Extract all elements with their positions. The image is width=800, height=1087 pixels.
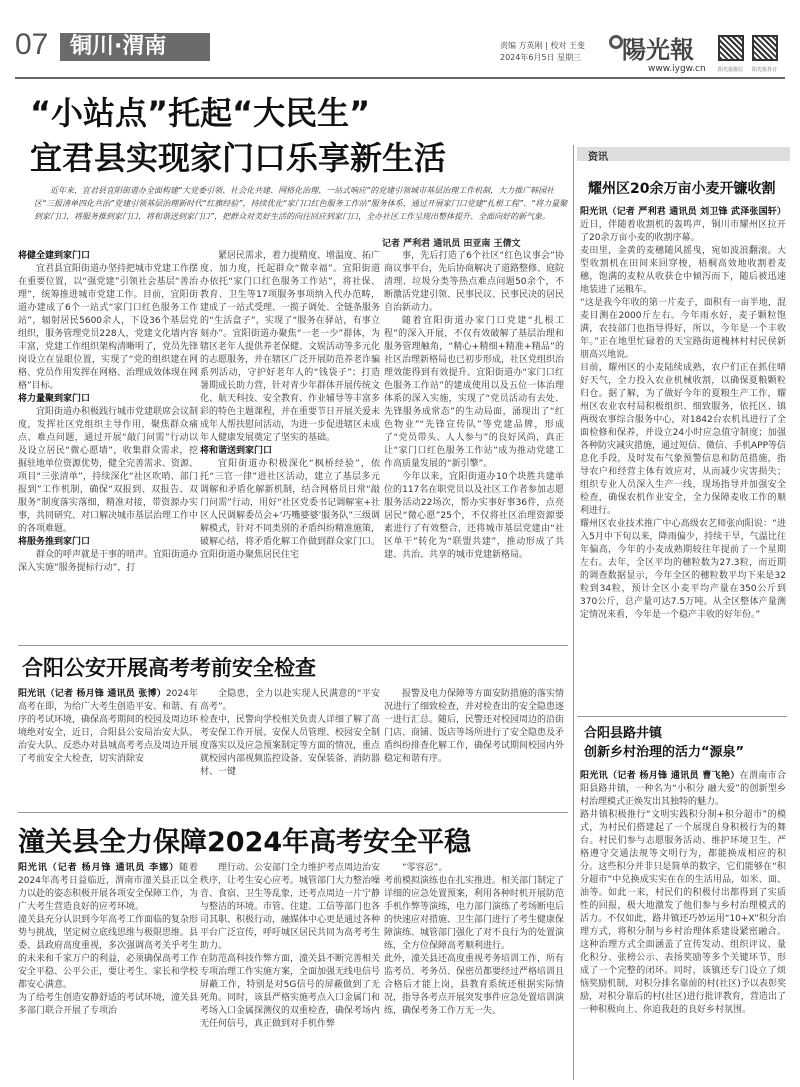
- sidebar-article2-title-line1: 合阳县路井镇: [584, 726, 663, 741]
- website-link[interactable]: www.iygw.cn: [648, 64, 706, 74]
- main-byline: 记者 严利君 通讯员 田亚南 王倩文: [382, 239, 521, 249]
- qr-code-icon: [752, 35, 778, 61]
- paragraph: 事，先后打造了6个社区“红色议事会”协商议事平台，先后协商解决了道路整修、庭院清理、垃圾分类等热点难点问题50余个，不断激活党建引领、民事民议、民事民决的居民自治新动力。: [384, 251, 564, 313]
- paragraph: 紧居民需求，着力提精度、增温度、拓广度、加力度，托起群众“微幸福”。宜阳街道办依托“家门口红色服务工作站”，将社保、教育、卫生等17项服务事项纳入代办范畴，建成了一站式受理、一揽子调处、全链条服务的“生活盒子”，实现了“服务在驿站，有事立刻办”。宜阳街道办聚焦“一老一少”群体，为辖区老年人提供养老保健、文娱活动等多元化的志愿服务，并在辖区广泛开展防范养老诈骗系列活动，守护好老年人的“钱袋子”；打造暑期成长助力营，针对青少年群体开展传统文化、航天科技、安全教育、作业辅导等丰富多彩的特色主题课程，并在重要节日开展关爱未成年人帮扶慰问活动，为进一步促进辖区未成年人健康发展奠定了坚实的基础。: [200, 251, 380, 443]
- paragraph: 报警及电力保障等方面安防措施的落实情况进行了细致检查，并对检查出的安全隐患逐一进行汇总。随后，民警还对校园周边的沿街门店、商铺、饭店等场所进行了安全隐患及矛盾纠纷排查化解工作，确保考试期间校园内外稳定和谐有序。: [384, 689, 564, 764]
- sidebar-article1-body: [580, 206, 786, 710]
- paragraph: 群众的呼声就是干事的哨声。宜阳街道办深入实施“服务提标行动”，打: [18, 550, 198, 573]
- paragraph: 今年以来，宜阳街道办10个块胜共建单位的117名在职党员以及社区工作者参加志愿服务活动22场次，帮办实事好事36件，点亮居民“微心愿”25个，不仅将社区治理资源要素进行了有效整合，还将城市基层党建由“社区单干”转化为“联盟共建”，推动形成了共建、共治、共享的城市党建新格局。: [384, 472, 564, 560]
- newspaper-logo: 陽光報: [622, 35, 694, 64]
- news-tag-bar: [577, 147, 790, 161]
- article2-byline: 阳光讯（记者 杨月锋 通讯员 张博）: [18, 689, 166, 699]
- article-divider: [18, 645, 568, 646]
- paragraph: 在渭南市合阳县路井镇，一种名为“小积分 融大爱”的创新型乡村治理模式正焕发出其独特的魅力。 路井镇积极推行“文明实践积分制+积分超市”的模式，为村民们搭建起了一个展现自身积极行为的舞台。村民们参与志愿服务活动、维护环境卫生、严格遵守交通法规等文明行为，都能换成相应的积分。这些积分并非只是简单的数字，它们能够在“积分超市”中兑换成实实在在的生活用品，如米、面、油等。如此一来，村民们的积极付出都得到了实质性的回报，极大地激发了他们参与乡村治理模式的活力。不仅如此，路井镇还巧妙运用“10+X”积分治理方式，将积分制与乡村治理体系建设紧密融合。这种治理方式全面涵盖了宣传发动、组织评议、量化积分、张榜公示、表扬奖励等多个关键环节，形成了一个完整的闭环。同时，该镇还专门设立了烦恼奖励机制，对积分排名靠前的村(社区)予以表彰奖励，对积分靠后的村(社区)进行批评教育，营造出了一种积极向上、你追我赶的良好乡村氛围。: [580, 771, 786, 1015]
- article-divider: [18, 812, 568, 813]
- sidebar-article2-byline: 阳光讯（记者 杨月锋 通讯员 曹飞艳）: [580, 771, 740, 781]
- paragraph: 宜君县宜阳街道办坚持把城市党建工作摆在重要位置，以“强党建”引领社会基层“善治理”，统筹推进城市党建工作。目前，宜阳街道办建成了6个一站式“家门口红色服务工作站”，辐射居民5600余人，下设36个基层党组织，服务管理党员228人，党建文化墙内容丰富，党建工作组织架构清晰明了，党员先锋岗设立在显眼位置，实现了“党的组织建在网格、党员作用发挥在网格、治理成效体现在网格”目标。: [18, 264, 198, 391]
- subheading: 将健全建到家门口: [18, 251, 91, 261]
- article-divider: [577, 716, 787, 717]
- paragraph: 近日，伴随着收割机的轰鸣声，铜川市耀州区拉开了20余万亩小麦的收割序幕。 麦田里，金黄的麦穗随风摇曳，宛如波浪翻滚。大型收割机在田间来回穿梭，梧桐高效地收割着麦穗，饱满的麦粒从收获仓中倾泻而下，随后被迅速地装进了运粮车。 “这是我今年收的第一片麦子，面积有一亩半地，混麦目测在2000斤左右。今年雨水好，麦子颗粒饱满，农技部门也指导得好，所以，今年是一个丰收年。”正在地里忙碌着的天宝路街道槐林村村民侯新朋高兴地说。 目前，耀州区的小麦陆续成熟，农户们正在抓住晴好天气，全力投入农业机械收割，以确保夏粮颗粒归仓。据了解，为了做好今年的夏粮生产工作，耀州区农业农村局积极组织、细致服务，依托区、镇两级农事综合服务中心，对1842台农机具进行了全面检修和保养，并设立24小时应急值守制度；加强各种防灾减灾措施，通过短信、微信、手机APP等信息化手段，及时发布气象预警信息和防范措施，指导农户和经营主体有效应对，从而减少灾害损失；组织专业人员深入生产一线，现场指导并加强安全检查，确保农机作业安全，全力保障麦收工作的顺利进行。 耀州区农业技术推广中心高级农艺师张向阳说：“进入5月中下旬以来，降雨偏少，持续干旱，气温比往年偏高，今年的小麦成熟期较往年提前了一个星期左右。去年，全区平均的穗粒数为27.3粒，而近期的调查数据显示，今年全区的穗粒数平均下来是32粒到34粒，预计全区小麦平均产量在350公斤到370公斤，总产量可达7.5万吨。从全区整体产量测定情况来看，今年是一个稳产丰收的好年份。”: [580, 220, 786, 620]
- subheading: 将和谐送到家门口: [200, 446, 273, 456]
- date-line: 2024年6月5日 星期三: [500, 53, 582, 62]
- paragraph: 2024年高考在即，为给广大考生创造平安、和谐、有序的考试环境，确保高考期间的校园及周边环境绝对安全，近日，合阳县公安局治安大队、治安大队、反恐办对县城高考考点及周边开展了考前安全大检查，切实消除安: [18, 689, 198, 764]
- article2-headline: 合阳公安开展高考考前安全检查: [22, 656, 316, 680]
- main-column-3: [384, 250, 564, 636]
- sidebar-divider: [573, 145, 574, 1080]
- sidebar-article2-body: [580, 770, 786, 1084]
- paragraph: 全隐患，全力以赴实现人民满意的“平安高考”。 检查中，民警向学校相关负责人详细了解了高考安保工作开展、安保人员管理、校园安全制度落实以及应急预案制定等方面的情况，重点就校园内部视频监控设备、安保装备、消防器材、一键: [200, 689, 380, 777]
- article2-column-1: [18, 688, 198, 806]
- main-column-2: [200, 250, 380, 636]
- sidebar-article2-title-line2: 创新乡村治理的活力“源泉”: [584, 745, 745, 760]
- article3-column-2: [200, 862, 380, 1084]
- article3-headline: 潼关县全力保障2024年高考安全平稳: [18, 827, 472, 858]
- paragraph: 宜阳街道办积极践行城市党建联席会议制度，发挥社区党组织主导作用，聚焦群众痛点、难点问题，通过开展“敲门问需”行动以及设立居民“微心愿墙”，收集群众需求，挖掘驻地单位资源优势，健全完善需求、资源、项目“三张清单”，持续深化“社区吹哨、部门报到”工作机制，确保“双报到、双报告、双服务”制度落实落细，精准对接，带资源办实事，共同研究、对口解决城市基层治理工作中的各项难题。: [18, 407, 198, 534]
- main-headline-line2: 宜君县实现家门口乐享新生活: [30, 139, 447, 177]
- page-number: 07: [15, 28, 49, 61]
- paragraph: 理行动。公安部门全力维护考点周边治安秩序，让考生安心应考。城管部门大力整治噪音、食宿、卫生等乱象，还考点周边一片宁静与整洁的环境。市管、住建、工信等部门也各司其职、积极行动，融媒体中心更是通过各种平台广泛宣传，呼吁城区居民共同为高考考生助力。 在防范高科技作弊方面，潼关县不断完善相关专项治理工作实施方案，全面加强无线电信号屏蔽工作，特别是对5G信号的屏蔽做到了无死角。同时，该县严格实施考点入口金属门和考场入口金属探测仪的双重检查，确保考场内无任何信号，真正做到对手机作弊: [200, 863, 380, 1029]
- article2-column-2: [200, 688, 380, 806]
- section-name: 铜川·渭南: [70, 34, 167, 59]
- paragraph: 随着宜阳街道办家门口党建“扎根工程”的深入开展，不仅有效破解了基层治理和服务管理触角，“精心+精细+精准+精品”的社区治理新格局也已初步形成，社区党组织治理效能得到有效提升。宜阳街道办“家门口红色服务工作站”的建成使用以及五位一体治理体系的深入实施，实现了“党员活动有去处、先锋服务成常态”的生动局面，涌现出了“红色物业”“先锋宣传队”等党建品牌，形成了“党员带头、人人参与”的良好风尚，真正让“家门口红色服务工作站”成为推动党建工作高质量发展的“新引擎”。: [384, 316, 564, 469]
- sidebar-article1-title: 耀州区20余万亩小麦开镰收割: [588, 181, 776, 197]
- logo-mark-icon: [609, 35, 623, 49]
- main-intro: 近年来，宜君县宜阳街道办全面构建“大党委引领、社会化共建、网格化治理、一站式响应”的党建引领城市基层治理工作机制，大力推广韩园社区“三报清单四化共治”党建引领基层治理新时代“红旗经验”，持续优化“家门口红色服务工作站”服务体系，通过开展家门口党建“扎根工程”、“将力量聚到家门口，将服务推到家门口，将和谐送到家门口”，把群众对美好生活的向往回应到家门口，全办社区工作呈现出整体提升、全面向好的新气象。: [34, 186, 568, 221]
- editors-line: 责编 方英刚 | 校对 王斐: [500, 41, 585, 50]
- article3-column-1: [18, 862, 198, 1084]
- editors-info: [500, 40, 585, 64]
- qr-label: 阳光报抖音: [752, 67, 778, 73]
- main-headline-line1: “小站点”托起“大民生”: [30, 94, 371, 132]
- paragraph: 宜阳街道办积极深化“枫桥经验”，依托“三官一律”进社区活动，建立了基层多元调解和矛盾化解新机制，结合网格员日常“敲门问需”行动，用好“社区党委书记调解室+社区人民调解委员会+‘巧嘴婆婆’服务队”三级调解模式，针对不同类别的矛盾纠纷精准施策，破解心结，将矛盾化解工作做到群众家门口。宜阳街道办聚焦居民住宅: [200, 459, 380, 560]
- subheading: 将力量聚到家门口: [18, 394, 91, 404]
- sidebar-article1-byline: 阳光讯（记者 严利君 通讯员 刘卫锋 武泽张国轩）: [580, 207, 786, 217]
- news-tag-label: 资讯: [588, 152, 608, 163]
- article2-column-3: [384, 688, 564, 806]
- subheading: 将服务推到家门口: [18, 537, 91, 547]
- header-rule: [15, 77, 785, 79]
- qr-code-icon: [718, 35, 744, 61]
- page-header: [0, 0, 800, 78]
- qr-label: 阳光报微信: [718, 67, 744, 73]
- paragraph: “零容忍”。 考前模拟演练也在扎实推进。相关部门制定了详细的应急处置预案，利用各种时机开展防范手机作弊等演练，电力部门演练了考场断电后的快速应对措施、卫生部门进行了考生健康保障演练、城管部门强化了对不良行为的处置演练，全方位保障高考顺利进行。 此外，潼关县还高度重视考务培训工作，所有监考员、考务员、保密员都要经过严格培训且合格后才能上岗，县教育系统还根据实际情况，指导各考点开展突发事件应急处置培训演练，确保考务工作万无一失。: [384, 863, 564, 1016]
- paragraph: 随着2024年高考日益临近，渭南市潼关县正以全力以赴的姿态积极开展各项安全保障工作，为广大考生营造良好的应考环境。 潼关县充分认识到今年高考工作面临的复杂形势与挑战，坚定树立底线思维与极限思维。县委、县政府高度重视，多次强调高考关乎考生的未来和千家万户的利益，必须确保高考工作安全平稳、公平公正，要让考生、家长和学校都安心满意。 为了给考生创造安静舒适的考试环境，潼关县多部门联合开展了专项治: [18, 863, 198, 1016]
- article3-byline: 阳光讯（记者 杨月锋 通讯员 李娜）: [18, 863, 180, 873]
- article3-column-3: [384, 862, 564, 1084]
- main-column-1: [18, 250, 198, 636]
